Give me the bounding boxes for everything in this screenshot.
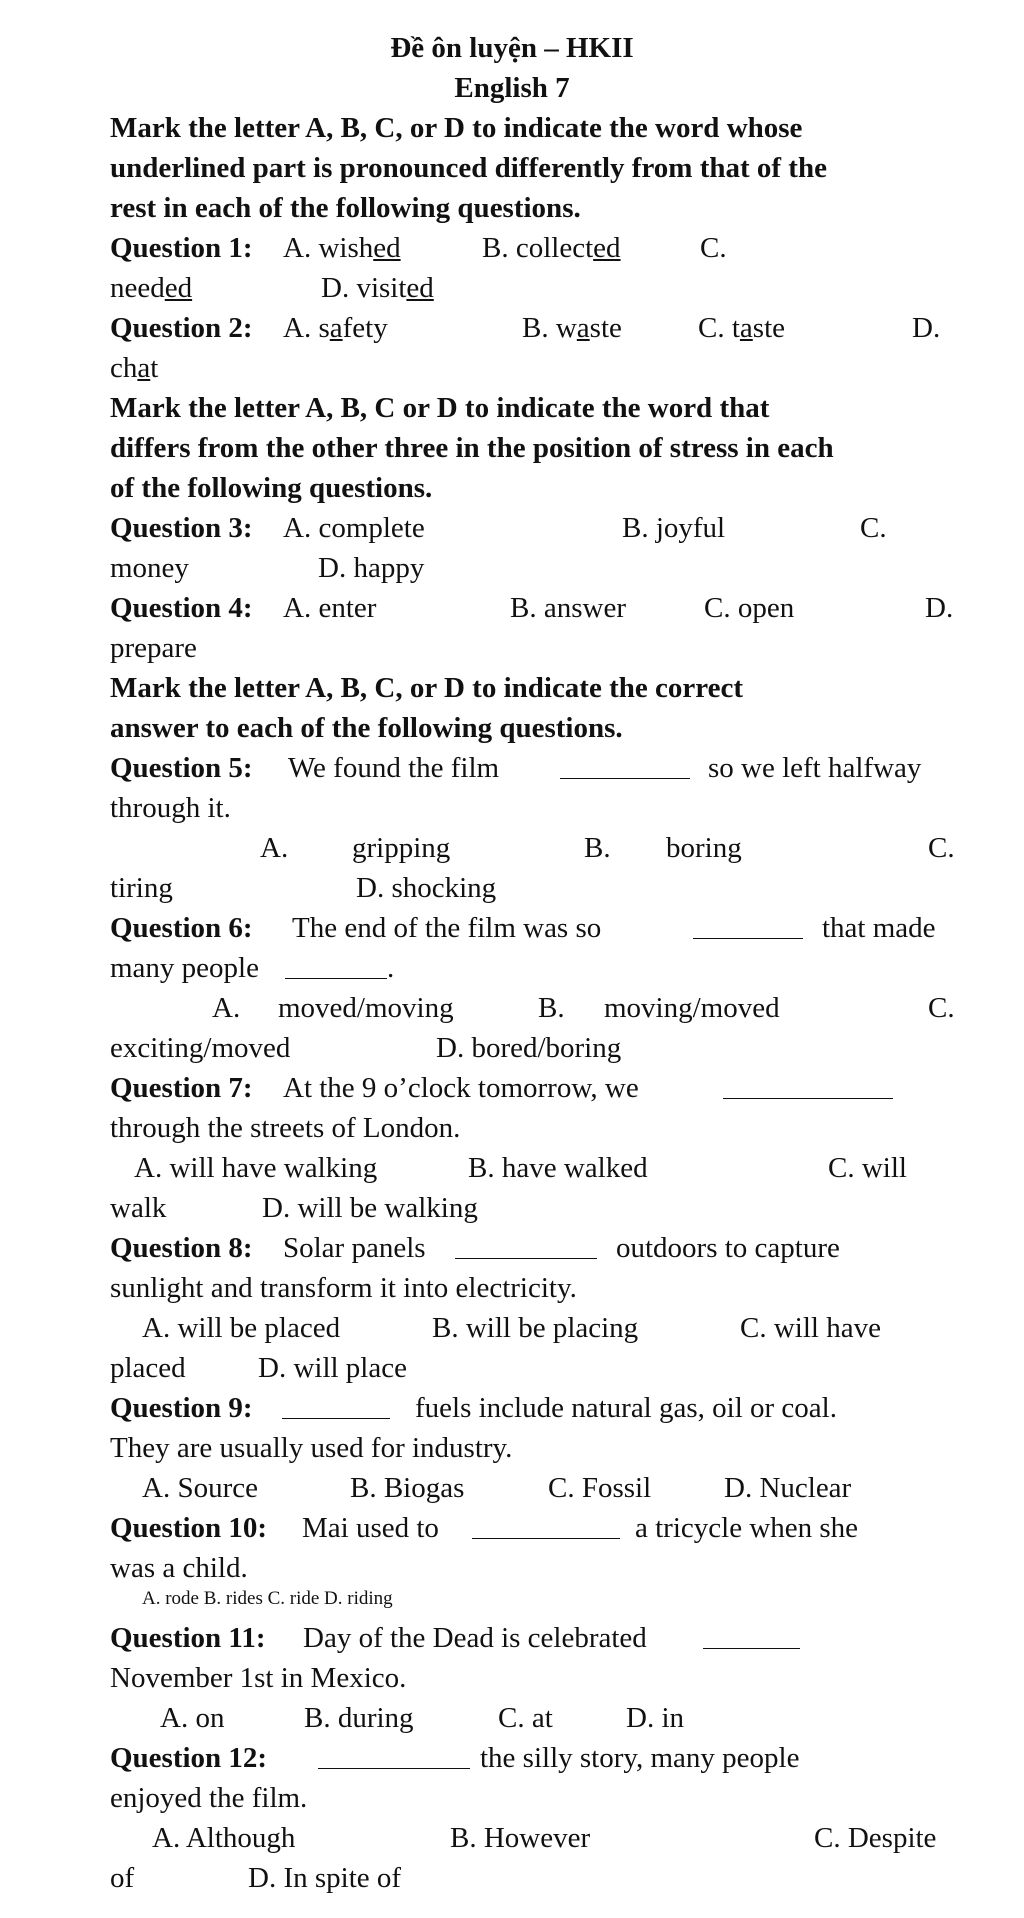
section-instruction-line: differs from the other three in the position of stress in each (110, 432, 834, 464)
page-subtitle: English 7 (454, 72, 570, 104)
option-b: moving/moved (604, 992, 780, 1024)
question-2-cont (110, 348, 964, 388)
question-text: many people (110, 952, 259, 984)
option-b: B. However (450, 1822, 591, 1854)
question-8-cont (110, 1268, 964, 1308)
option-a: A. will have walking (134, 1152, 378, 1184)
option-d: D. bored/boring (436, 1032, 622, 1064)
question-5-options-cont (110, 868, 964, 908)
question-8-options-cont (110, 1348, 964, 1388)
question-8 (110, 1228, 964, 1268)
question-label: Question 7: (110, 1072, 253, 1104)
question-label: Question 8: (110, 1232, 253, 1264)
question-text: The end of the film was so (292, 912, 602, 944)
question-text: through the streets of London. (110, 1112, 461, 1144)
question-text: At the 9 o’clock tomorrow, we (283, 1072, 639, 1104)
section-instruction-line: of the following questions. (110, 472, 433, 504)
option-d-label: D. (912, 312, 941, 344)
option-b: B. collected (482, 232, 621, 264)
section-instruction-line: answer to each of the following questions. (110, 712, 623, 744)
question-text: . (387, 952, 395, 984)
question-text: enjoyed the film. (110, 1782, 308, 1814)
question-11-cont (110, 1658, 964, 1698)
option-c: exciting/moved (110, 1032, 291, 1064)
question-11 (110, 1618, 964, 1658)
option-c-cont: walk (110, 1192, 167, 1224)
question-text: November 1st in Mexico. (110, 1662, 407, 1694)
question-9-cont (110, 1428, 964, 1468)
option-c: money (110, 552, 189, 584)
question-6-options (110, 988, 964, 1028)
option-b: boring (666, 832, 742, 864)
question-4-cont (110, 628, 964, 668)
question-4 (110, 588, 964, 628)
question-7-options (110, 1148, 964, 1188)
question-text: a tricycle when she (635, 1512, 859, 1544)
option-c: C. Despite (814, 1822, 937, 1854)
option-d: D. will be walking (262, 1192, 478, 1224)
question-text: fuels include natural gas, oil or coal. (415, 1392, 837, 1424)
question-label: Question 2: (110, 312, 253, 344)
answer-blank (282, 1394, 390, 1419)
question-7-cont (110, 1108, 964, 1148)
question-1-cont (110, 268, 964, 308)
section-instruction-line: Mark the letter A, B, C, or D to indicate the word whose (110, 112, 803, 144)
option-a: A. enter (283, 592, 377, 624)
question-3 (110, 508, 964, 548)
question-text: the silly story, many people (480, 1742, 800, 1774)
option-c-label: C. (928, 832, 955, 864)
option-b: B. answer (510, 592, 626, 624)
question-label: Question 6: (110, 912, 253, 944)
question-text: Mai used to (302, 1512, 439, 1544)
question-6-cont (110, 948, 964, 988)
option-a: A. safety (283, 312, 388, 344)
question-7-options-cont (110, 1188, 964, 1228)
answer-blank (472, 1514, 620, 1539)
option-a: A. Although (152, 1822, 296, 1854)
option-b: B. will be placing (432, 1312, 639, 1344)
question-label: Question 4: (110, 592, 253, 624)
question-12-options (110, 1818, 964, 1858)
option-a: A. Source (142, 1472, 258, 1504)
option-d: prepare (110, 632, 197, 664)
question-5-cont (110, 788, 964, 828)
section-instruction-line: underlined part is pronounced differently from that of the (110, 152, 827, 184)
option-b: B. waste (522, 312, 622, 344)
section-instruction-line: Mark the letter A, B, C, or D to indicate the correct (110, 672, 743, 704)
question-9 (110, 1388, 964, 1428)
option-c-cont: of (110, 1862, 135, 1894)
option-b-label: B. (538, 992, 565, 1024)
question-6 (110, 908, 964, 948)
option-a: A. will be placed (142, 1312, 341, 1344)
option-b: B. have walked (468, 1152, 648, 1184)
option-b-label: B. (584, 832, 611, 864)
option-b: B. during (304, 1702, 414, 1734)
option-a: moved/moving (278, 992, 454, 1024)
question-3-cont (110, 548, 964, 588)
option-b: B. joyful (622, 512, 726, 544)
question-10 (110, 1508, 964, 1548)
option-d-label: D. (925, 592, 954, 624)
question-label: Question 5: (110, 752, 253, 784)
question-text: We found the film (288, 752, 500, 784)
option-a-label: A. (212, 992, 241, 1024)
option-c-label: C. (928, 992, 955, 1024)
option-c: C. taste (698, 312, 785, 344)
answer-blank (560, 754, 690, 779)
question-label: Question 3: (110, 512, 253, 544)
question-6-options-cont (110, 1028, 964, 1068)
option-d: D. in (626, 1702, 684, 1734)
option-d: D. will place (258, 1352, 407, 1384)
question-label: Question 11: (110, 1622, 266, 1654)
question-text: Solar panels (283, 1232, 426, 1264)
option-a: A. complete (283, 512, 425, 544)
option-d: D. happy (318, 552, 425, 584)
question-10-options (110, 1585, 964, 1613)
question-text: They are usually used for industry. (110, 1432, 513, 1464)
option-c: C. Fossil (548, 1472, 652, 1504)
option-c: C. at (498, 1702, 553, 1734)
question-text: so we left halfway (708, 752, 922, 784)
page-title: Đề ôn luyện – HKII (390, 32, 634, 64)
answer-blank (318, 1744, 470, 1769)
option-a: A. on (160, 1702, 225, 1734)
question-12 (110, 1738, 964, 1778)
question-text: sunlight and transform it into electricity. (110, 1272, 577, 1304)
question-label: Question 9: (110, 1392, 253, 1424)
question-1 (110, 228, 964, 268)
option-d: D. shocking (356, 872, 497, 904)
option-c: C. will (828, 1152, 907, 1184)
question-8-options (110, 1308, 964, 1348)
section-instruction-line: rest in each of the following questions. (110, 192, 581, 224)
option-d: D. visited (321, 272, 434, 304)
question-5 (110, 748, 964, 788)
option-d: D. Nuclear (724, 1472, 852, 1504)
question-label: Question 1: (110, 232, 253, 264)
option-d: chat (110, 352, 159, 384)
option-c-cont: placed (110, 1352, 186, 1384)
option-c-label: C. (860, 512, 887, 544)
question-7 (110, 1068, 964, 1108)
question-5-options (110, 828, 964, 868)
question-text: outdoors to capture (616, 1232, 840, 1264)
section-instruction-line: Mark the letter A, B, C or D to indicate the word that (110, 392, 770, 424)
question-text: Day of the Dead is celebrated (303, 1622, 647, 1654)
question-11-options (110, 1698, 964, 1738)
answer-blank (693, 914, 803, 939)
answer-blank (285, 954, 387, 979)
option-c: C. will have (740, 1312, 881, 1344)
option-a: gripping (352, 832, 451, 864)
question-text: through it. (110, 792, 231, 824)
question-text: that made (822, 912, 936, 944)
option-c-label: C. (700, 232, 727, 264)
answer-blank (703, 1624, 800, 1649)
question-label: Question 10: (110, 1512, 268, 1544)
option-a-label: A. (260, 832, 289, 864)
question-2 (110, 308, 964, 348)
question-12-options-cont (110, 1858, 964, 1898)
options-inline: A. rode B. rides C. ride D. riding (142, 1588, 393, 1609)
option-b: B. Biogas (350, 1472, 465, 1504)
option-d: D. In spite of (248, 1862, 402, 1894)
option-c: C. open (704, 592, 795, 624)
option-c: needed (110, 272, 193, 304)
option-c: tiring (110, 872, 173, 904)
question-label: Question 12: (110, 1742, 268, 1774)
option-a: A. wished (283, 232, 401, 264)
question-12-cont (110, 1778, 964, 1818)
question-text: was a child. (110, 1552, 248, 1584)
answer-blank (723, 1074, 893, 1099)
question-10-cont (110, 1548, 964, 1588)
question-9-options (110, 1468, 964, 1508)
answer-blank (455, 1234, 597, 1259)
